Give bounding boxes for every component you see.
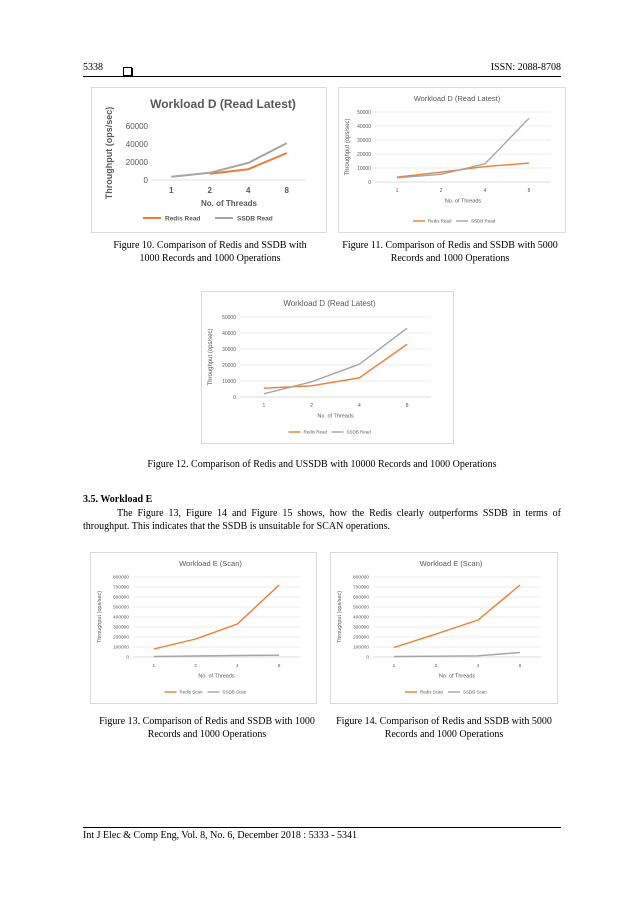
fig13-xtick: 2 — [194, 663, 197, 669]
fig13-svg — [91, 553, 316, 703]
fig12-series-redis-line — [264, 344, 407, 388]
figure-10-caption: Figure 10. Comparison of Redis and SSDB with 1000 Records and 1000 Operations — [113, 240, 307, 264]
fig11-ytick: 0 — [368, 179, 371, 186]
fig12-ylabel: Throughput (ops/sec) — [208, 328, 214, 386]
fig14-xtick: 4 — [476, 663, 480, 669]
fig13-series-ssdb-line — [154, 655, 279, 656]
section-paragraph: The Figure 13, Figure 14 and Figure 15 shows, how the Redis clearly outperforms SSDB in terms of throughput. This indicates that the SSDB is unsuitable for SCAN operations. — [83, 508, 561, 532]
fig14-ytick: 300000 — [352, 625, 369, 631]
fig13-xtick: 8 — [277, 663, 281, 669]
fig13-xtick: 4 — [236, 663, 239, 669]
fig13-xtick: 1 — [152, 663, 156, 669]
fig12-xlabel: No. of Threads — [317, 413, 354, 420]
fig10-xtick: 8 — [284, 186, 289, 195]
fig12-xtick: 4 — [357, 403, 361, 409]
fig13-xlabel: No. of Threads — [198, 673, 235, 680]
fig13-ytick: 200000 — [112, 635, 129, 641]
figure-13-caption: Figure 13. Comparison of Redis and SSDB with 1000 Records and 1000 Operations — [99, 716, 315, 740]
fig13-ylabel: Throughput (ops/sec) — [97, 590, 103, 644]
fig13-ytick: 400000 — [112, 615, 129, 621]
fig11-xlabel: No. of Threads — [444, 198, 482, 205]
fig13-ytick: 800000 — [112, 575, 129, 581]
fig12-xtick: 1 — [262, 403, 266, 409]
fig14-ytick: 400000 — [352, 615, 369, 621]
fig14-ytick: 500000 — [352, 605, 369, 611]
fig12-series-ssdb-line — [264, 328, 407, 394]
fig14-legend-label: SSDB Scan — [463, 689, 487, 695]
figure-14-chart — [330, 552, 558, 704]
fig12-ytick: 30000 — [222, 346, 236, 353]
fig14-title: Workload E (Scan) — [419, 559, 483, 568]
figure-14-caption: Figure 14. Comparison of Redis and SSDB with 5000 Records and 1000 Operations — [336, 716, 552, 740]
fig13-legend-label: Redis Scan — [179, 689, 203, 695]
figure-13-chart — [90, 552, 317, 704]
fig10-xlabel: No. of Threads — [200, 199, 258, 208]
fig14-series-redis-line — [394, 585, 520, 648]
figure-11-chart — [338, 87, 566, 233]
fig11-legend-label: Redis Read — [428, 218, 452, 224]
fig13-ytick: 100000 — [112, 645, 129, 651]
fig12-ytick: 0 — [233, 394, 236, 401]
section-heading: 3.5. Workload E — [83, 494, 153, 505]
fig10-ylabel: Throughput (ops/sec) — [104, 106, 114, 200]
fig12-legend-label: SSDB Read — [346, 429, 371, 435]
fig12-ytick: 20000 — [222, 362, 236, 369]
fig10-ytick: 20000 — [125, 157, 148, 167]
fig14-legend-label: Redis Scan — [420, 689, 444, 695]
fig11-xtick: 2 — [439, 188, 443, 194]
fig12-legend-label: Redis Read — [303, 429, 328, 435]
fig11-legend-label: SSDB Read — [471, 218, 496, 224]
fig12-xtick: 2 — [310, 403, 314, 409]
figure-10-chart — [91, 87, 327, 233]
fig14-xtick: 1 — [392, 663, 396, 669]
fig14-ytick: 200000 — [352, 635, 369, 641]
footer-rule — [83, 827, 561, 828]
footer-citation: Int J Elec & Comp Eng, Vol. 8, No. 6, December 2018 : 5333 - 5341 — [83, 830, 358, 841]
fig10-xtick: 2 — [207, 186, 212, 195]
fig11-ylabel: Throughput (ops/sec) — [345, 118, 351, 176]
fig14-ytick: 0 — [366, 655, 369, 661]
fig12-xtick: 8 — [405, 403, 409, 409]
fig13-ytick: 500000 — [112, 605, 129, 611]
fig11-series-redis-line — [397, 163, 529, 177]
fig13-title: Workload E (Scan) — [179, 559, 242, 568]
fig13-ytick: 300000 — [112, 625, 129, 631]
fig12-title: Workload D (Read Latest) — [283, 299, 376, 308]
fig13-legend-label: SSDB Scan — [222, 689, 247, 695]
fig14-ytick: 800000 — [352, 575, 369, 581]
fig11-title: Workload D (Read Latest) — [413, 94, 501, 103]
page-number: 5338 — [83, 62, 103, 73]
fig14-ytick: 100000 — [352, 645, 369, 651]
fig10-xtick: 4 — [246, 186, 251, 195]
fig11-ytick: 50000 — [357, 109, 371, 116]
fig10-title: Workload D (Read Latest) — [150, 97, 296, 111]
fig11-ytick: 30000 — [357, 137, 371, 144]
fig14-ylabel: Throughput (ops/sec) — [337, 590, 343, 644]
fig11-ytick: 10000 — [357, 165, 371, 172]
fig14-ytick: 600000 — [352, 595, 369, 601]
fig14-ytick: 700000 — [352, 585, 369, 591]
fig10-ytick: 40000 — [125, 139, 148, 149]
header-rule — [83, 76, 561, 77]
fig12-svg — [202, 292, 453, 443]
fig14-xlabel: No. of Threads — [438, 673, 476, 680]
fig10-legend-label: Redis Read — [165, 215, 201, 223]
fig10-xtick: 1 — [169, 186, 174, 195]
fig12-ytick: 50000 — [222, 314, 236, 321]
fig10-ytick: 60000 — [125, 121, 148, 131]
fig11-ytick: 20000 — [357, 151, 371, 158]
figure-12-chart — [201, 291, 454, 444]
fig12-ytick: 40000 — [222, 330, 236, 337]
fig12-ytick: 10000 — [222, 378, 236, 385]
fig13-ytick: 700000 — [112, 585, 129, 591]
fig13-ytick: 0 — [126, 655, 129, 661]
fig10-ytick: 0 — [143, 175, 148, 185]
fig11-xtick: 4 — [483, 188, 487, 194]
fig11-xtick: 1 — [395, 188, 399, 194]
fig14-xtick: 8 — [518, 663, 522, 669]
fig11-series-ssdb-line — [397, 118, 529, 178]
figure-12-caption: Figure 12. Comparison of Redis and USSDB with 10000 Records and 1000 Operations — [147, 459, 497, 470]
fig11-svg — [339, 88, 565, 232]
fig14-svg — [331, 553, 557, 703]
issn: ISSN: 2088-8708 — [490, 62, 561, 73]
fig14-series-ssdb-line — [394, 653, 520, 657]
fig14-xtick: 2 — [434, 663, 438, 669]
fig11-xtick: 8 — [527, 188, 531, 194]
fig13-ytick: 600000 — [112, 595, 129, 601]
figure-11-caption: Figure 11. Comparison of Redis and SSDB with 5000 Records and 1000 Operations — [342, 240, 558, 264]
checkbox-icon — [123, 63, 132, 81]
fig10-legend-label: SSDB Read — [237, 215, 273, 223]
fig11-ytick: 40000 — [357, 123, 371, 130]
fig10-svg — [92, 88, 326, 232]
